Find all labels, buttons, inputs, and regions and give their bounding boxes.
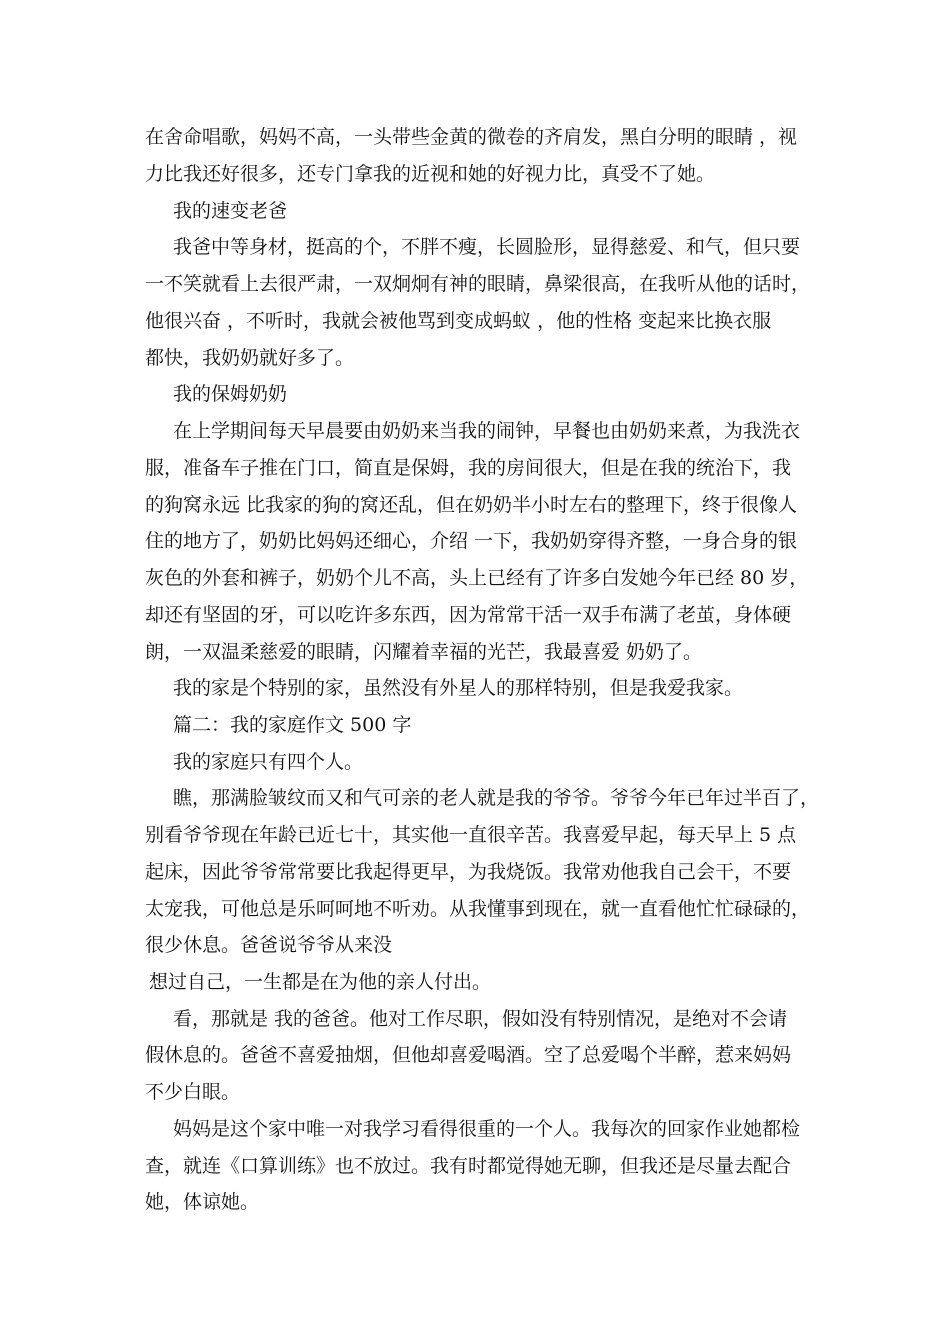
text-line: 假休息的。爸爸不喜爱抽烟，但他却喜爱喝酒。空了总爱喝个半醉，惹来妈妈 (145, 1044, 792, 1066)
text-line: 她，体谅她。 (145, 1191, 260, 1213)
section-heading: 我的保姆奶奶 (173, 383, 288, 405)
text-line: 看，那就是 我的爸爸。他对工作尽职，假如没有特别情况，是绝对不会请 (173, 1008, 788, 1030)
text-line: 在上学期间每天早晨要由奶奶来当我的闹钟，早餐也由奶奶来煮，为我洗衣 (173, 420, 801, 442)
text-line: 服，准备车子推在门口，简直是保姆，我的房间很大，但是在我的统治下，我 (145, 457, 792, 479)
section-heading: 篇二：我的家庭作文 500 字 (173, 714, 412, 736)
text-line: 别看爷爷现在年龄已近七十，其实他一直很辛苦。我喜爱早起，每天早上 5 点 (145, 824, 797, 846)
text-line: 一不笑就看上去很严肃，一双炯炯有神的眼睛，鼻梁很高，在我听从他的话时， (145, 273, 811, 295)
text-line: 查，就连《口算训练》也不放过。我有时都觉得她无聊，但我还是尽量去配合 (145, 1155, 792, 1177)
text-line: 起床，因此爷爷常常要比我起得更早，为我烧饭。我常劝他我自己会干，不要 (145, 861, 792, 883)
text-line: 我爸中等身材，挺高的个，不胖不瘦，长圆脸形，显得慈爱、和气，但只要 (173, 236, 801, 258)
text-line: 力比我还好很多，还专门拿我的近视和她的好视力比，真受不了她。 (145, 163, 716, 185)
text-line: 灰色的外套和裤子，奶奶个儿不高，头上已经有了许多白发她今年已经 80 岁， (145, 567, 809, 589)
text-line: 妈妈是这个家中唯一对我学习看得很重的一个人。我每次的回家作业她都检 (173, 1118, 801, 1140)
section-heading: 我的速变老爸 (173, 200, 288, 222)
text-line: 都快，我奶奶就好多了。 (145, 347, 355, 369)
text-line: 的狗窝永远 比我家的狗的窝还乱，但在奶奶半小时左右的整理下，终于很像人 (145, 494, 798, 516)
text-line: 我的家庭只有四个人。 (173, 751, 364, 773)
text-line: 在舍命唱歌，妈妈不高，一头带些金黄的微卷的齐肩发，黑白分明的眼睛 ，视 (145, 126, 798, 148)
text-line: 不少白眼。 (145, 1081, 241, 1103)
text-line: 他很兴奋 ，不听时，我就会被他骂到变成蚂蚁 ，他的性格 变起来比换衣服 (145, 310, 772, 332)
text-line: 很少休息。爸爸说爷爷从来没 (145, 934, 393, 956)
text-line: 太宠我，可他总是乐呵呵地不听劝。从我懂事到现在，就一直看他忙忙碌碌的， (145, 898, 811, 920)
text-line: 却还有坚固的牙，可以吃许多东西，因为常常干活一双手布满了老茧，身体硬 (145, 604, 792, 626)
text-line: 瞧，那满脸皱纹而又和气可亲的老人就是我的爷爷。爷爷今年已年过半百了， (173, 787, 820, 809)
text-line: 住的地方了，奶奶比妈妈还细心，介绍 一下，我奶奶穿得齐整，一身合身的银 (145, 530, 798, 552)
text-line: 朗，一双温柔慈爱的眼睛，闪耀着幸福的光芒，我最喜爱 奶奶了。 (145, 641, 703, 663)
text-line: 我的家是个特别的家，虽然没有外星人的那样特别，但是我爱我家。 (173, 677, 744, 699)
text-line: 想过自己，一生都是在为他的亲人付出。 (149, 971, 492, 993)
